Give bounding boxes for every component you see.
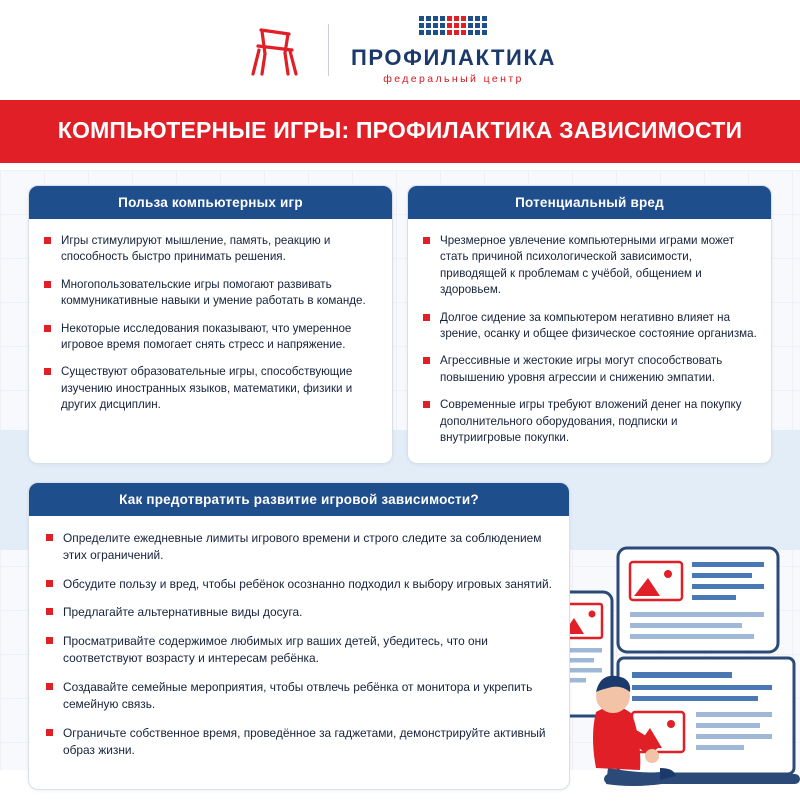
list-item: Многопользовательские игры помогают развивать коммуникативные навыки и умение работать в команде. bbox=[43, 277, 378, 310]
brand-subtitle: федеральный центр bbox=[383, 72, 524, 85]
card-benefits-title: Польза компьютерных игр bbox=[29, 186, 392, 219]
logo-divider bbox=[328, 24, 329, 76]
list-item: Определите ежедневные лимиты игрового времени и строго следите за соблюдением этих ограничений. bbox=[45, 530, 553, 564]
list-item: Долгое сидение за компьютером негативно влияет на зрение, осанку и общее физическое состояние организма. bbox=[422, 310, 757, 343]
list-item: Просматривайте содержимое любимых игр ваших детей, убедитесь, что они соответствуют возрасту и интересам ребёнка. bbox=[45, 633, 553, 667]
list-item: Ограничьте собственное время, проведённое за гаджетами, демонстрируйте активный образ жизни. bbox=[45, 725, 553, 759]
brand-title: ПРОФИЛАКТИКА bbox=[351, 44, 556, 70]
list-item: Чрезмерное увлечение компьютерными играми может стать причиной психологической зависимости, приводящей к проблемам с учёбой, общением и здоровьем. bbox=[422, 233, 757, 299]
page-header bbox=[0, 0, 800, 100]
list-item: Некоторые исследования показывают, что умеренное игровое время помогает снять стресс и напряжение. bbox=[43, 321, 378, 354]
brand-block bbox=[351, 16, 556, 85]
card-prevention-title: Как предотвратить развитие игровой зависимости? bbox=[29, 483, 569, 516]
card-harm-title: Потенциальный вред bbox=[408, 186, 771, 219]
list-item: Обсудите пользу и вред, чтобы ребёнок осознанно подходил к выбору игровых занятий. bbox=[45, 576, 553, 593]
card-benefits bbox=[28, 185, 393, 464]
card-prevention-body bbox=[29, 516, 569, 789]
card-harm bbox=[407, 185, 772, 464]
list-item: Агрессивные и жестокие игры могут способствовать повышению уровня агрессии и снижению эмпатии. bbox=[422, 353, 757, 386]
cards-row bbox=[0, 163, 800, 464]
list-item: Существуют образовательные игры, способствующие изучению иностранных языков, математики, физики и других дисциплин. bbox=[43, 364, 378, 413]
page-title: КОМПЬЮТЕРНЫЕ ИГРЫ: ПРОФИЛАКТИКА ЗАВИСИМОСТИ bbox=[0, 100, 800, 163]
chair-logo-icon bbox=[244, 20, 306, 80]
card-prevention bbox=[28, 482, 570, 790]
list-item: Создавайте семейные мероприятия, чтобы отвлечь ребёнка от монитора и укрепить семейную связь. bbox=[45, 679, 553, 713]
prevention-card-wrap bbox=[0, 464, 800, 790]
card-benefits-body bbox=[29, 219, 392, 430]
pixel-grid-icon bbox=[419, 16, 489, 43]
list-item: Игры стимулируют мышление, память, реакцию и способность быстро принимать решения. bbox=[43, 233, 378, 266]
card-harm-body bbox=[408, 219, 771, 463]
list-item: Современные игры требуют вложений денег на покупку дополнительного оборудования, подписки и внутриигровые покупки. bbox=[422, 397, 757, 446]
list-item: Предлагайте альтернативные виды досуга. bbox=[45, 604, 553, 621]
